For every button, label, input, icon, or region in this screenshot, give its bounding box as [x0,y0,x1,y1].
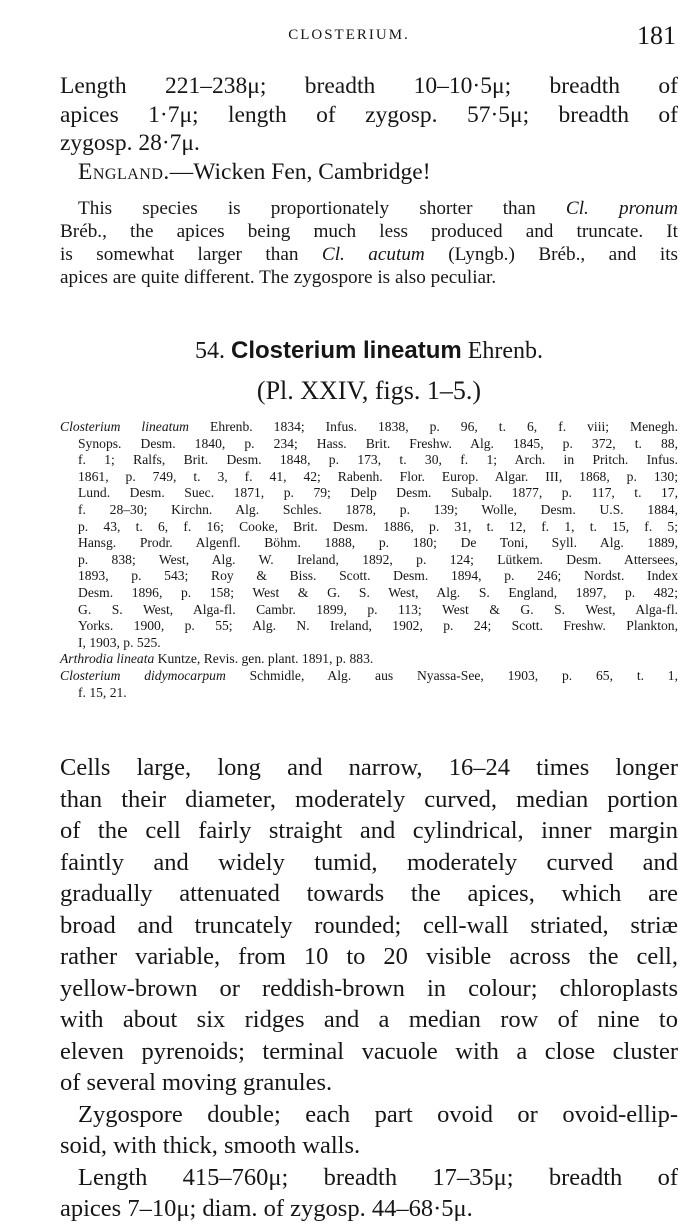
synonym-text: Ehrenb. 1834; Infus. 1838, p. 96, t. 6, f. viii; Menegh. [189,419,678,434]
synonym-line [60,419,678,436]
synonym-line: f. 1; Ralfs, Brit. Desm. 1848, p. 173, t. 30, f. 1; Arch. in Pritch. Infus. [78,452,678,468]
description-line: eleven pyrenoids; terminal vacuole with a close cluster [60,1037,678,1065]
description-line: Cells large, long and narrow, 16–24 times longer [60,754,678,781]
measure-line: zygosp. 28·7μ. [60,130,200,157]
description-line: yellow-brown or reddish-brown in colour; chloroplasts [60,974,678,1002]
description-line: of several moving granules. [60,1069,333,1096]
taxon-name: Cl. acutum [321,244,425,265]
running-title: CLOSTERIUM. [288,27,410,43]
remark-text: (Lyngb.) Bréb., and its [424,244,678,265]
remark-line [60,197,678,220]
measurement-line: Length 415–760μ; breadth 17–35μ; breadth of [78,1163,678,1191]
species-authority: Ehrenb. [467,338,544,364]
synonym-text: Kuntze, Revis. gen. plant. 1891, p. 883. [154,651,374,667]
synonym-name: Closterium didymocarpum [60,667,226,683]
synonym-line: p. 838; West, Alg. W. Ireland, 1892, p. 124; Lütkem. Desm. Attersees, [78,551,678,567]
remark-line: Bréb., the apices being much less produced and truncate. It [60,221,678,242]
taxon-name: Cl. pronum [565,198,678,219]
locality-place: —Wicken Fen, Cambridge! [169,158,431,185]
synonym-line: 1861, p. 749, t. 3, f. 41, 42; Rabenh. Flor. Europ. Algar. III, 1868, p. 130; [78,468,678,484]
synonym-line: Yorks. 1900, p. 55; Alg. N. Ireland, 1902, p. 24; Scott. Freshw. Plankton, [78,618,678,634]
remark-text: is somewhat larger than [60,244,322,265]
synonym-line [60,668,678,685]
measurement-line: apices 7–10μ; diam. of zygosp. 44–68·5μ. [60,1195,473,1222]
description [60,752,678,1225]
synonym-line [60,651,678,668]
previous-measurements [60,72,678,186]
species-heading [60,336,678,366]
description-line: rather variable, from 10 to 20 visible across the cell, [60,943,678,970]
synonym-line: Lund. Desm. Suec. 1871, p. 79; Delp Desm. Subalp. 1877, p. 117, t. 17, [78,485,678,501]
description-line: than their diameter, moderately curved, median portion [60,785,678,813]
description-line: faintly and widely tumid, moderately curved and [60,848,678,876]
measure-line: Length 221–238μ; breadth 10–10·5μ; breadth of [60,73,678,99]
remark-line: apices are quite different. The zygospore is also peculiar. [60,267,497,288]
locality-country: England. [78,158,170,185]
synonym-line: Synops. Desm. 1840, p. 234; Hass. Brit. Freshw. Alg. 1845, p. 372, t. 88, [78,435,678,451]
synonym-line: Desm. 1896, p. 158; West & G. S. West, Alg. S. England, 1897, p. 482; [78,584,678,600]
remark-line [60,243,678,266]
synonym-line: 1893, p. 543; Roy & Biss. Scott. Desm. 1894, p. 246; Nordst. Index [78,568,678,584]
description-line: gradually attenuated towards the apices, which are [60,880,678,907]
measure-line: apices 1·7μ; length of zygosp. 57·5μ; breadth of [60,101,678,128]
zygospore-line: soid, with thick, smooth walls. [60,1132,361,1159]
synonym-line: Hansg. Prodr. Algenfl. Böhm. 1888, p. 180; De Toni, Syll. Alg. 1889, [78,535,678,551]
synonymy [60,419,678,701]
synonym-line: f. 28–30; Kirchn. Alg. Schles. 1878, p. 139; Wolle, Desm. U.S. 1884, [78,501,678,517]
page-number: 181 [637,21,676,50]
plate-reference: (Pl. XXIV, figs. 1–5.) [256,376,482,405]
synonym-line: I, 1903, p. 525. [78,634,161,650]
synonym-line: p. 43, t. 6, f. 16; Cooke, Brit. Desm. 1886, p. 31, t. 12, f. 1, t. 15, f. 5; [78,518,678,534]
remark-text: This species is proportionately shorter than [78,198,566,219]
synonym-name: Closterium lineatum [60,419,190,434]
species-number: 54. [194,338,225,364]
zygospore-line: Zygospore double; each part ovoid or ovoid-ellip- [78,1100,678,1128]
description-line: of the cell fairly straight and cylindrical, inner margin [60,817,678,844]
synonym-continuation [60,436,678,652]
locality [60,158,678,187]
description-line: with about six ridges and a median row of nine to [60,1006,678,1033]
description-line: broad and truncately rounded; cell-wall striated, striæ [60,911,678,939]
synonym-line: G. S. West, Alga-fl. Cambr. 1899, p. 113; West & G. S. West, Alga-fl. [78,601,678,617]
synonym-text: Schmidle, Alg. aus Nyassa-See, 1903, p. 65, t. 1, [225,667,679,683]
synonym-name: Arthrodia lineata [60,651,155,667]
previous-remarks [60,197,678,289]
synonym-line: f. 15, 21. [78,684,127,700]
species-name: Closterium lineatum [230,337,462,364]
